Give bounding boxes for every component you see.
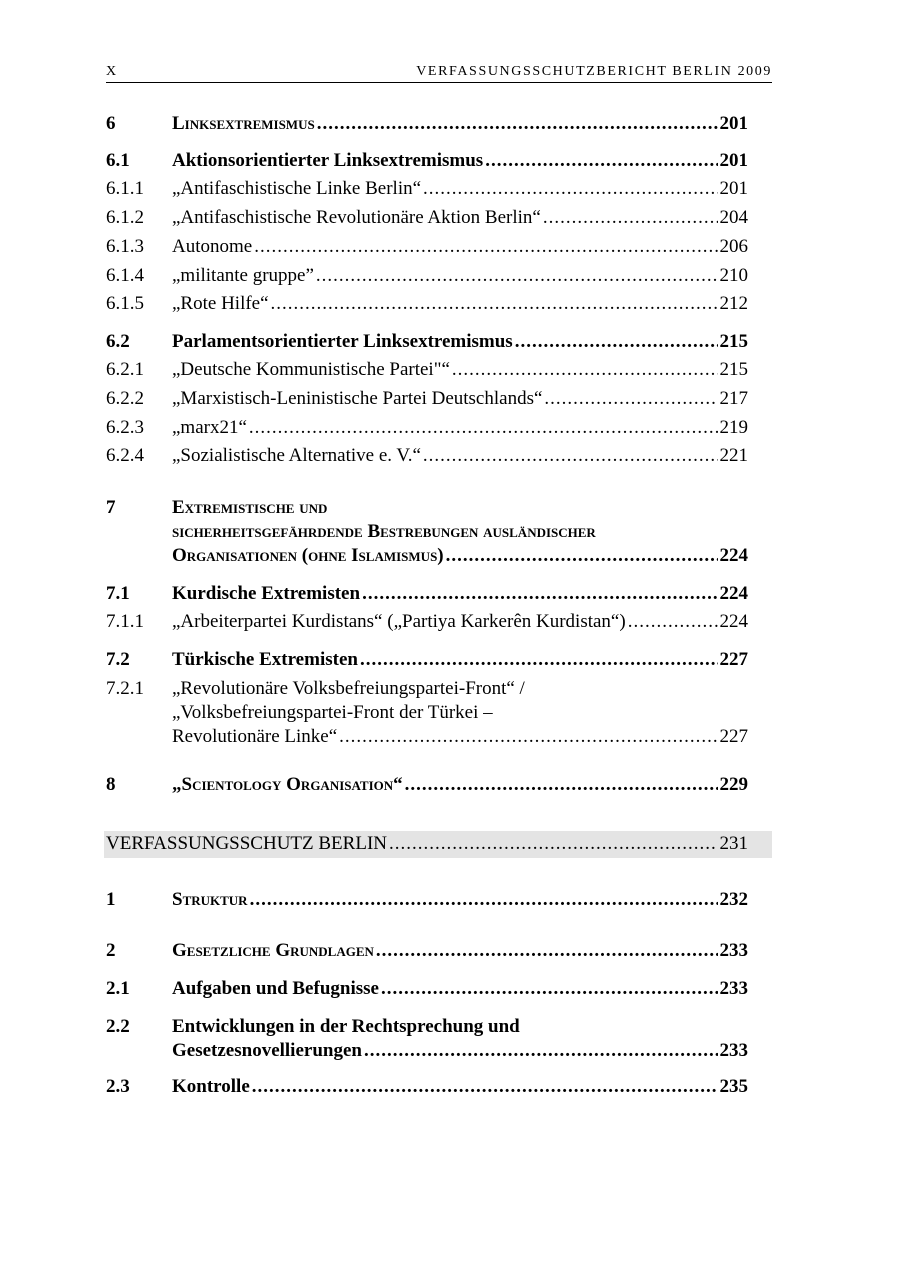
toc-entry-title: Aufgaben und Befugnisse [172, 978, 379, 999]
toc-entry-page: 206 [719, 236, 748, 257]
toc-entry-title: Gesetzliche Grundlagen [172, 940, 374, 961]
toc-entry-number: 6 [106, 113, 116, 134]
dot-leader [364, 1039, 718, 1063]
toc-entry-title: „Arbeiterpartei Kurdistans“ („Partiya Karkerên Kurdistan“) [172, 611, 626, 632]
toc-entry-page: 233 [719, 1040, 748, 1061]
toc-entry-number: 6.1.3 [106, 236, 144, 257]
running-title: VERFASSUNGSSCHUTZBERICHT BERLIN 2009 [416, 64, 772, 79]
toc-entry-title-line: „Volksbefreiungspartei-Front der Türkei – [172, 702, 493, 723]
toc-entry-number: 1 [106, 889, 116, 910]
toc-entry-page: 229 [719, 774, 748, 795]
chapter-heading-band [104, 831, 772, 858]
toc-entry-number: 7.2 [106, 649, 130, 670]
dot-leader [362, 582, 717, 606]
toc-entry-title: „militante gruppe” [172, 265, 314, 286]
toc-entry-title: „Marxistisch-Leninistische Partei Deutschlands“ [172, 388, 543, 409]
toc-entry-page: 227 [719, 649, 748, 670]
toc-entry-title: Autonome [172, 236, 253, 257]
chapter-heading[interactable] [106, 833, 748, 855]
toc-entry-title: „Deutsche Kommunistische Partei"“ [172, 359, 450, 380]
toc-entry-title-line: „Revolutionäre Volksbefreiungspartei-Front“ / [172, 678, 525, 699]
toc-entry-number: 2.1 [106, 978, 130, 999]
toc-entry-title: Kurdische Extremisten [172, 583, 361, 604]
toc-entry-page: 233 [719, 940, 748, 961]
page-number: X [106, 64, 118, 79]
toc-entry-title: Kontrolle [172, 1076, 250, 1097]
toc-entry-page: 221 [719, 445, 748, 466]
toc-entry-title: Parlamentsorientierter Linksextremismus [172, 331, 513, 352]
toc-entry-number: 7.2.1 [106, 678, 144, 699]
toc-entry-title: „Scientology Organisation“ [172, 774, 403, 795]
toc-entry-title: Aktionsorientierter Linksextremismus [172, 150, 484, 171]
dot-leader [544, 387, 717, 411]
toc-entry-page: 219 [719, 417, 748, 438]
toc-entry-page: 224 [719, 611, 748, 632]
toc-entry-number: 2 [106, 940, 116, 961]
dot-leader [543, 206, 718, 230]
dot-leader [317, 112, 718, 136]
dot-leader [405, 773, 718, 797]
toc-entry-page: 232 [719, 889, 748, 910]
dot-leader [389, 833, 718, 855]
toc-entry-page: 224 [719, 545, 748, 566]
toc-entry-title: „Antifaschistische Revolutionäre Aktion Berlin“ [172, 207, 541, 228]
toc-entry-number: 6.1.1 [106, 178, 144, 199]
dot-leader [249, 416, 718, 440]
toc-entry-page: 201 [719, 113, 748, 134]
toc-entry-number: 6.2.4 [106, 445, 144, 466]
dot-leader [254, 235, 717, 259]
toc-entry-number: 6.1.5 [106, 293, 144, 314]
toc-entry-number: 6.2.3 [106, 417, 144, 438]
toc-entry-title: „Sozialistische Alternative e. V.“ [172, 445, 421, 466]
toc-entry-number: 6.2 [106, 331, 130, 352]
toc-entry-title: Gesetzesnovellierungen [172, 1040, 362, 1061]
dot-leader [381, 977, 718, 1001]
toc-entry-page: 201 [719, 150, 748, 171]
toc-entry-page: 210 [719, 265, 748, 286]
toc-entry-title: Organisationen (ohne Islamismus) [172, 545, 444, 566]
dot-leader [515, 330, 718, 354]
dot-leader [628, 610, 718, 634]
dot-leader [423, 177, 717, 201]
toc-entry-title-line: Entwicklungen in der Rechtsprechung und [172, 1016, 520, 1037]
toc-entry-title: „Antifaschistische Linke Berlin“ [172, 178, 422, 199]
dot-leader [423, 444, 718, 468]
running-header [106, 62, 772, 83]
dot-leader [485, 149, 717, 173]
toc-entry-page: 204 [719, 207, 748, 228]
toc-entry-number: 7.1.1 [106, 611, 144, 632]
toc-entry-number: 7.1 [106, 583, 130, 604]
toc-entry-number: 6.1.2 [106, 207, 144, 228]
dot-leader [252, 1075, 718, 1099]
toc-entry-page: 215 [719, 331, 748, 352]
toc-entry-number: 6.2.1 [106, 359, 144, 380]
toc-entry-page: 235 [719, 1076, 748, 1097]
toc-entry-number: 8 [106, 774, 116, 795]
toc-entry-title-line: sicherheitsgefährdende Bestrebungen ausländischer [172, 521, 596, 542]
toc-entry-number: 6.2.2 [106, 388, 144, 409]
dot-leader [316, 264, 718, 288]
chapter-title: VERFASSUNGSSCHUTZ BERLIN [106, 833, 387, 854]
toc-entry-title: Türkische Extremisten [172, 649, 358, 670]
dot-leader [250, 888, 718, 912]
toc-entry-page: 212 [719, 293, 748, 314]
chapter-page: 231 [719, 833, 748, 854]
toc-entry-number: 2.2 [106, 1016, 130, 1037]
toc-entry-title-line: Extremistische und [172, 497, 328, 518]
toc-entry-number: 6.1 [106, 150, 130, 171]
toc-entry-title: „marx21“ [172, 417, 247, 438]
dot-leader [452, 358, 718, 382]
toc-entry-page: 201 [719, 178, 748, 199]
toc-entry-title: Revolutionäre Linke“ [172, 726, 338, 747]
dot-leader [271, 292, 718, 316]
toc-entry-page: 215 [719, 359, 748, 380]
dot-leader [339, 725, 717, 749]
dot-leader [376, 939, 718, 963]
toc-entry-page: 224 [719, 583, 748, 604]
dot-leader [446, 544, 718, 568]
dot-leader [360, 648, 718, 672]
toc-entry-title: Struktur [172, 889, 248, 910]
toc-entry-number: 2.3 [106, 1076, 130, 1097]
toc-entry-page: 233 [719, 978, 748, 999]
toc-entry-title: „Rote Hilfe“ [172, 293, 269, 314]
toc-entry-number: 6.1.4 [106, 265, 144, 286]
toc-entry-page: 227 [719, 726, 748, 747]
toc-entry-title: Linksextremismus [172, 113, 315, 134]
toc-entry-page: 217 [719, 388, 748, 409]
toc-entry-number: 7 [106, 497, 116, 518]
